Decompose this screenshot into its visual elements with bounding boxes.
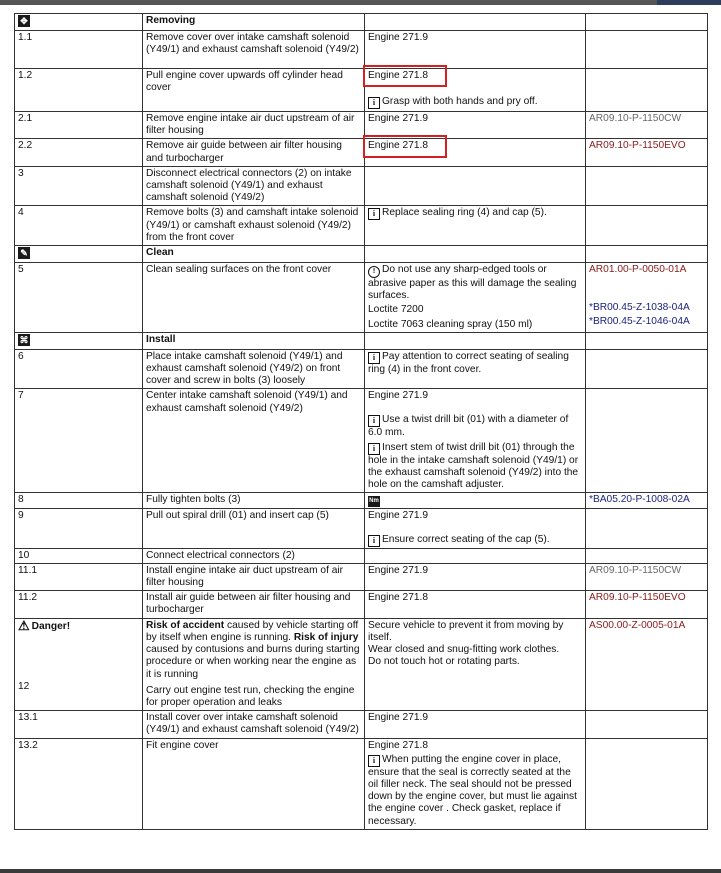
engine-variant-highlighted: Engine 271.8 <box>368 140 442 152</box>
safety-measure: Wear closed and snug-fitting work clothes. <box>368 644 560 656</box>
table-row <box>15 591 708 618</box>
reference-link[interactable]: AR09.10-P-1150CW <box>586 112 708 139</box>
step-description: Fully tighten bolts (3) <box>143 493 365 509</box>
step-description: Install engine intake air duct upstream of air filter housing <box>143 563 365 590</box>
risk-title: Risk of injury <box>293 631 359 643</box>
info-icon: i <box>368 97 380 109</box>
table-row <box>15 563 708 590</box>
step-description: Carry out engine test run, checking the engine for proper operation and leaks <box>146 684 355 708</box>
step-number: 4 <box>15 206 143 246</box>
reference-link[interactable]: AR09.10-P-1150EVO <box>586 591 708 618</box>
engine-variant: Engine 271.9 <box>368 510 429 522</box>
safety-measure: Do not touch hot or rotating parts. <box>368 656 520 668</box>
section-row-removing <box>15 14 708 31</box>
warning-icon: ⚠ <box>18 617 30 633</box>
install-icon: ⌘ <box>19 334 29 345</box>
note-text: Pay attention to correct seating of sealing ring (4) in the front cover. <box>368 350 569 375</box>
danger-label: Danger! <box>31 620 71 632</box>
step-number: 10 <box>15 548 143 563</box>
step-number: 9 <box>15 509 143 548</box>
info-icon: i <box>368 352 380 364</box>
reference-link[interactable]: *BA05.20-P-1008-02A <box>586 493 708 509</box>
step-number: 2.2 <box>15 139 143 166</box>
section-title: Install <box>143 332 365 349</box>
torque-icon: Nm <box>368 496 380 507</box>
note-text: When putting the engine cover in place, ensure that the seal is correctly seated at the oil filler neck. The seal should not be pressed down by the engine cover, but must lie against the engine cover . Check gasket, replace if necessary. <box>368 753 577 827</box>
step-description: Remove bolts (3) and camshaft intake solenoid (Y49/1) or camshaft exhaust solenoid (Y49/2) from the front cover <box>143 206 365 246</box>
material-item: Loctite 7063 cleaning spray (150 ml) <box>368 318 533 330</box>
table-row <box>15 206 708 246</box>
step-description: Connect electrical connectors (2) <box>143 548 365 563</box>
step-description: Pull out spiral drill (01) and insert cap (5) <box>143 509 365 548</box>
step-number: 5 <box>15 263 143 333</box>
info-icon: i <box>368 443 380 455</box>
step-number: 13.2 <box>15 738 143 829</box>
safety-measure: Secure vehicle to prevent it from moving by itself. <box>368 619 564 643</box>
step-number: 2.1 <box>15 112 143 139</box>
window-bottom-bar <box>0 869 721 873</box>
info-icon: i <box>368 208 380 220</box>
brand-strip <box>657 0 721 5</box>
window-top-bar <box>0 0 721 5</box>
reference-link[interactable]: AR01.00-P-0050-01A <box>589 264 687 276</box>
step-number: 1.1 <box>15 31 143 69</box>
table-row <box>15 69 708 112</box>
step-number: 12 <box>18 680 30 692</box>
step-description: Remove cover over intake camshaft solenoid (Y49/1) and exhaust camshaft solenoid (Y49/2) <box>143 31 365 69</box>
note-text: Replace sealing ring (4) and cap (5). <box>382 207 547 219</box>
step-description: Remove air guide between air filter housing and turbocharger <box>143 139 365 166</box>
risk-title: Risk of accident <box>146 619 225 631</box>
section-title: Removing <box>143 14 365 31</box>
table-row <box>15 349 708 389</box>
table-row <box>15 166 708 206</box>
step-description: Place intake camshaft solenoid (Y49/1) and exhaust camshaft solenoid (Y49/2) on front cover and screw in bolts (3) loosely <box>143 349 365 389</box>
step-number: 1.2 <box>15 69 143 112</box>
note-text: Use a twist drill bit (01) with a diameter of 6.0 mm. <box>368 413 569 438</box>
note-text: Insert stem of twist drill bit (01) through the hole in the intake camshaft solenoid (Y49/1) or the exhaust camshaft solenoid (Y49/2) into the hole on the camshaft adjuster. <box>368 441 579 491</box>
step-number: 13.1 <box>15 711 143 738</box>
table-row <box>15 738 708 829</box>
step-description: Center intake camshaft solenoid (Y49/1) and exhaust camshaft solenoid (Y49/2) <box>143 389 365 493</box>
table-row <box>15 548 708 563</box>
note-text: Do not use any sharp-edged tools or abrasive paper as this will damage the sealing surfaces. <box>368 264 577 302</box>
engine-variant: Engine 271.8 <box>365 591 586 618</box>
section-icon-cell <box>15 14 143 31</box>
clean-icon: ✎ <box>18 247 30 259</box>
section-title: Clean <box>143 246 365 263</box>
reference-link[interactable]: AR09.10-P-1150EVO <box>586 139 708 166</box>
step-description: Disconnect electrical connectors (2) on intake camshaft solenoid (Y49/1) and exhaust camshaft solenoid (Y49/2) <box>143 166 365 206</box>
engine-variant: Engine 271.9 <box>365 711 586 738</box>
engine-variant: Engine 271.9 <box>365 112 586 139</box>
material-item: Loctite 7200 <box>368 304 424 316</box>
info-icon: i <box>368 535 380 547</box>
table-row-danger <box>15 618 708 710</box>
table-row <box>15 263 708 333</box>
info-icon: i <box>368 755 380 767</box>
step-number: 8 <box>15 493 143 509</box>
notice-icon: ! <box>368 266 380 278</box>
step-description: Remove engine intake air duct upstream of air filter housing <box>143 112 365 139</box>
step-number: 11.2 <box>15 591 143 618</box>
note-line <box>368 96 582 109</box>
table-row <box>15 509 708 548</box>
info-icon: i <box>368 415 380 427</box>
step-description: Install air guide between air filter housing and turbocharger <box>143 591 365 618</box>
reference-link[interactable]: AR09.10-P-1150CW <box>586 563 708 590</box>
section-row-install <box>15 332 708 349</box>
step-number: 3 <box>15 166 143 206</box>
table-row <box>15 389 708 493</box>
table-row <box>15 112 708 139</box>
risk-text: caused by vehicle starting off by itself when engine is running. <box>146 619 359 643</box>
section-row-clean <box>15 246 708 263</box>
engine-variant: Engine 271.9 <box>365 31 586 69</box>
procedure-table <box>14 13 708 830</box>
note-text: Ensure correct seating of the cap (5). <box>382 533 550 545</box>
engine-variant: Engine 271.9 <box>368 390 429 402</box>
table-row <box>15 139 708 166</box>
reference-link[interactable]: AS00.00-Z-0005-01A <box>586 618 708 710</box>
engine-variant-highlighted: Engine 271.8 <box>368 70 442 82</box>
step-number: 11.1 <box>15 563 143 590</box>
step-description: Clean sealing surfaces on the front cover <box>143 263 365 333</box>
removing-icon: ✥ <box>18 15 30 27</box>
risk-text: caused by contusions and burns during starting procedure or when working near the engine as it is running <box>146 644 360 680</box>
table-row <box>15 31 708 69</box>
step-description: Fit engine cover <box>143 738 365 829</box>
engine-variant: Engine 271.9 <box>365 563 586 590</box>
step-number: 6 <box>15 349 143 389</box>
note-text: Grasp with both hands and pry off. <box>382 96 538 108</box>
table-row <box>15 711 708 738</box>
step-description: Install cover over intake camshaft solenoid (Y49/1) and exhaust camshaft solenoid (Y49/2) <box>143 711 365 738</box>
step-number: 7 <box>15 389 143 493</box>
material-reference-link[interactable]: *BR00.45-Z-1046-04A <box>589 316 690 328</box>
step-description: Pull engine cover upwards off cylinder head cover <box>143 69 365 112</box>
table-row <box>15 493 708 509</box>
material-reference-link[interactable]: *BR00.45-Z-1038-04A <box>589 302 690 314</box>
engine-variant: Engine 271.8 <box>368 739 429 751</box>
